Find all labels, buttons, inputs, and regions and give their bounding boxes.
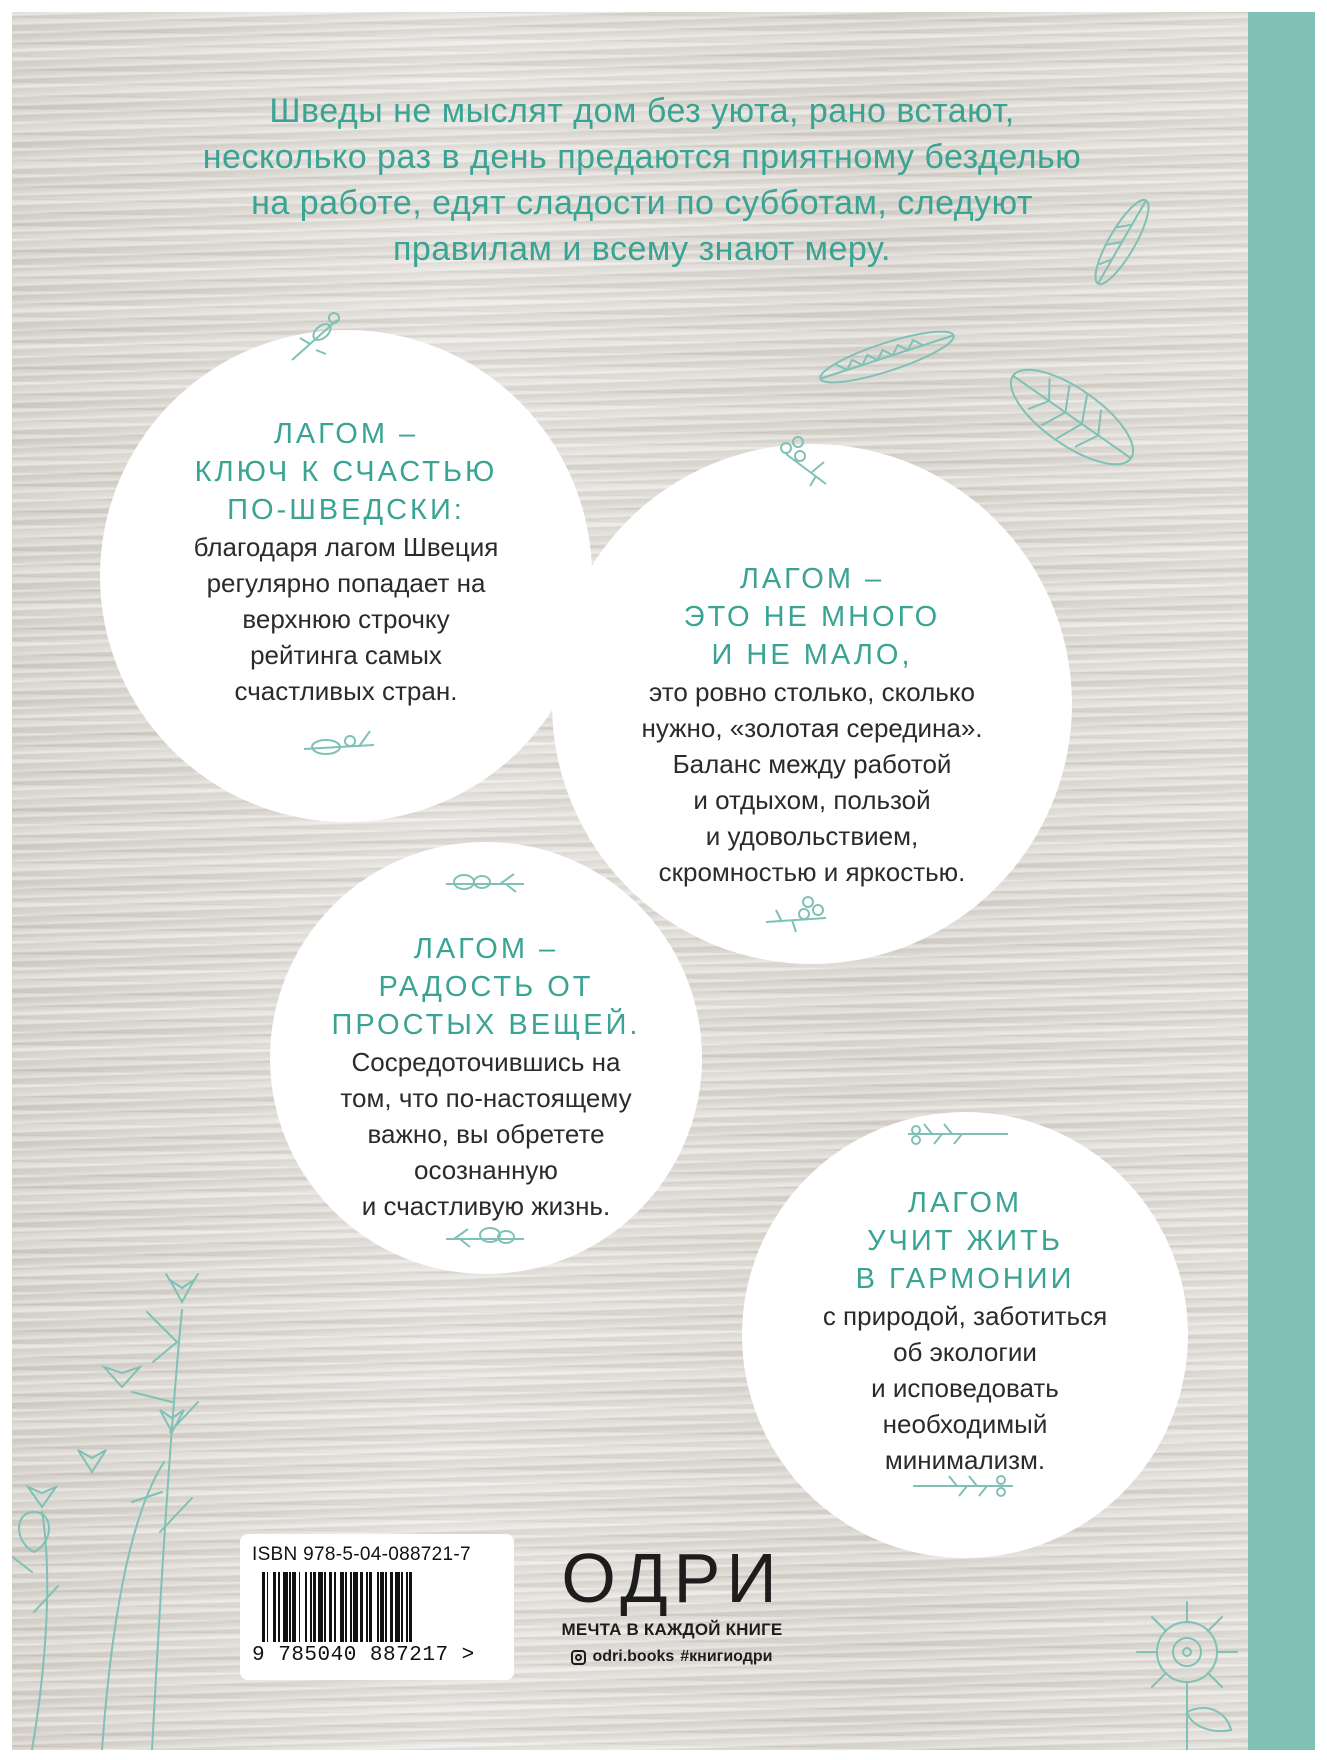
circle-body-line: важно, вы обретете <box>367 1119 605 1149</box>
barcode-bar <box>390 1572 393 1642</box>
circle-body-line: об экологии <box>893 1337 1037 1367</box>
sprig-icon <box>902 1112 1012 1152</box>
sprig-icon <box>440 862 530 902</box>
barcode-bar <box>385 1572 387 1642</box>
circle-balance <box>552 444 1072 964</box>
circle-body-line: осознанную <box>414 1155 558 1185</box>
barcode-bar <box>409 1572 412 1642</box>
barcode-bar <box>310 1572 312 1642</box>
barcode-bar <box>340 1572 343 1642</box>
circle-body-line: регулярно попадает на <box>206 568 486 598</box>
book-back-cover <box>12 12 1248 1750</box>
barcode-bar <box>267 1572 269 1642</box>
circle-heading: ПРОСТЫХ ВЕЩЕЙ. <box>331 1009 641 1041</box>
barcode-bar <box>313 1572 316 1642</box>
barcode-bar <box>369 1572 372 1642</box>
barcode-lead-digit: 9 <box>252 1644 266 1667</box>
circle-body-line: том, что по-настоящему <box>340 1083 632 1113</box>
circle-body-line: и удовольствием, <box>705 821 919 851</box>
circle-body-line: скромностью и яркостью. <box>658 857 966 887</box>
barcode <box>240 1534 514 1680</box>
instagram-icon <box>571 1650 586 1665</box>
publisher-handle: odri.books <box>592 1648 675 1665</box>
circle-body-line: нужно, «золотая середина». <box>641 713 983 743</box>
circle-heading: ПО-ШВЕДСКИ: <box>227 494 465 526</box>
barcode-bar <box>377 1572 379 1642</box>
barcode-bar <box>345 1572 347 1642</box>
circle-body-line: и исповедовать <box>871 1373 1059 1403</box>
barcode-bar <box>353 1572 358 1642</box>
barcode-bar <box>350 1572 352 1642</box>
circle-heading: ЛАГОМ – <box>739 563 885 595</box>
publisher-name: ОДРИ <box>561 1539 783 1617</box>
circle-heading: КЛЮЧ К СЧАСТЬЮ <box>194 456 498 488</box>
circle-body-line: и отдыхом, пользой <box>693 785 931 815</box>
barcode-bar <box>395 1572 400 1642</box>
intro-line: на работе, едят сладости по субботам, следуют <box>251 184 1033 222</box>
circle-body-line: Сосредоточившись на <box>351 1047 621 1077</box>
circle-body-line: счастливых стран. <box>234 676 458 706</box>
barcode-bar <box>334 1572 336 1642</box>
leaf-doodle <box>997 353 1147 481</box>
berry-sprig-icon <box>762 884 832 944</box>
sprig-icon <box>300 725 380 765</box>
circle-body-line: необходимый <box>882 1409 1048 1439</box>
circle-simple-things <box>270 842 702 1274</box>
circle-heading: ЛАГОМ – <box>413 933 559 965</box>
barcode-bar <box>262 1572 265 1642</box>
intro-text <box>182 88 1102 272</box>
circle-heading: ЛАГОМ – <box>273 418 419 450</box>
barcode-bar <box>380 1572 383 1642</box>
circle-heading: ЛАГОМ <box>907 1187 1023 1219</box>
publisher-logo <box>552 1539 792 1666</box>
sprig-icon <box>440 1217 530 1257</box>
publisher-hashtag: #книгиодри <box>680 1648 773 1665</box>
barcode-bar <box>401 1572 403 1642</box>
circle-body-line: и счастливую жизнь. <box>361 1191 611 1221</box>
barcode-digits: 785040 887217 <box>278 1644 449 1667</box>
circle-body-line: рейтинга самых <box>250 640 442 670</box>
isbn-number: ISBN 978-5-04-088721-7 <box>252 1544 471 1565</box>
barcode-arrow: > <box>461 1644 475 1667</box>
berry-sprig-icon <box>772 424 842 494</box>
barcode-bar <box>318 1572 323 1642</box>
leaf-doodle <box>816 322 958 392</box>
barcode-bar <box>299 1572 301 1642</box>
intro-line: правилам и всему знают меру. <box>393 230 891 268</box>
circle-body-line: с природой, заботиться <box>822 1301 1108 1331</box>
circle-happiness <box>100 330 592 822</box>
intro-line: несколько раз в день предаются приятному безделью <box>202 138 1082 176</box>
barcode-bar <box>360 1572 363 1642</box>
barcode-digits-row <box>252 1644 502 1667</box>
circle-heading: РАДОСТЬ ОТ <box>378 971 594 1003</box>
sprig-icon <box>282 300 352 370</box>
circle-body-line: благодаря лагом Швеция <box>193 532 499 562</box>
circle-body-line: Баланс между работой <box>672 749 952 779</box>
publisher-social <box>552 1648 792 1666</box>
barcode-bar <box>305 1572 307 1642</box>
circle-heading: В ГАРМОНИИ <box>855 1263 1075 1295</box>
barcode-bar <box>273 1572 276 1642</box>
intro-line: Шведы не мыслят дом без уюта, рано встают, <box>269 92 1015 130</box>
barcode-bar <box>329 1572 332 1642</box>
barcode-bar <box>366 1572 368 1642</box>
barcode-bar <box>324 1572 326 1642</box>
circle-body-line: верхнюю строчку <box>242 604 450 634</box>
barcode-bar <box>278 1572 280 1642</box>
barcode-bar <box>292 1572 295 1642</box>
circle-harmony <box>742 1112 1188 1558</box>
spine-edge <box>1248 12 1315 1750</box>
sprig-icon <box>907 1464 1017 1504</box>
flower-doodle <box>1137 1602 1237 1750</box>
barcode-bar <box>406 1572 408 1642</box>
circle-body-line: это ровно столько, сколько <box>649 677 975 707</box>
circle-heading: УЧИТ ЖИТЬ <box>867 1225 1063 1257</box>
barcode-bar <box>283 1572 288 1642</box>
barcode-bars <box>262 1572 502 1642</box>
circle-heading: ЭТО НЕ МНОГО <box>683 601 941 633</box>
circle-body-line: минимализм. <box>884 1445 1046 1475</box>
barcode-bar <box>289 1572 291 1642</box>
circle-heading: И НЕ МАЛО, <box>711 639 913 671</box>
publisher-slogan: МЕЧТА В КАЖДОЙ КНИГЕ <box>561 1620 783 1639</box>
